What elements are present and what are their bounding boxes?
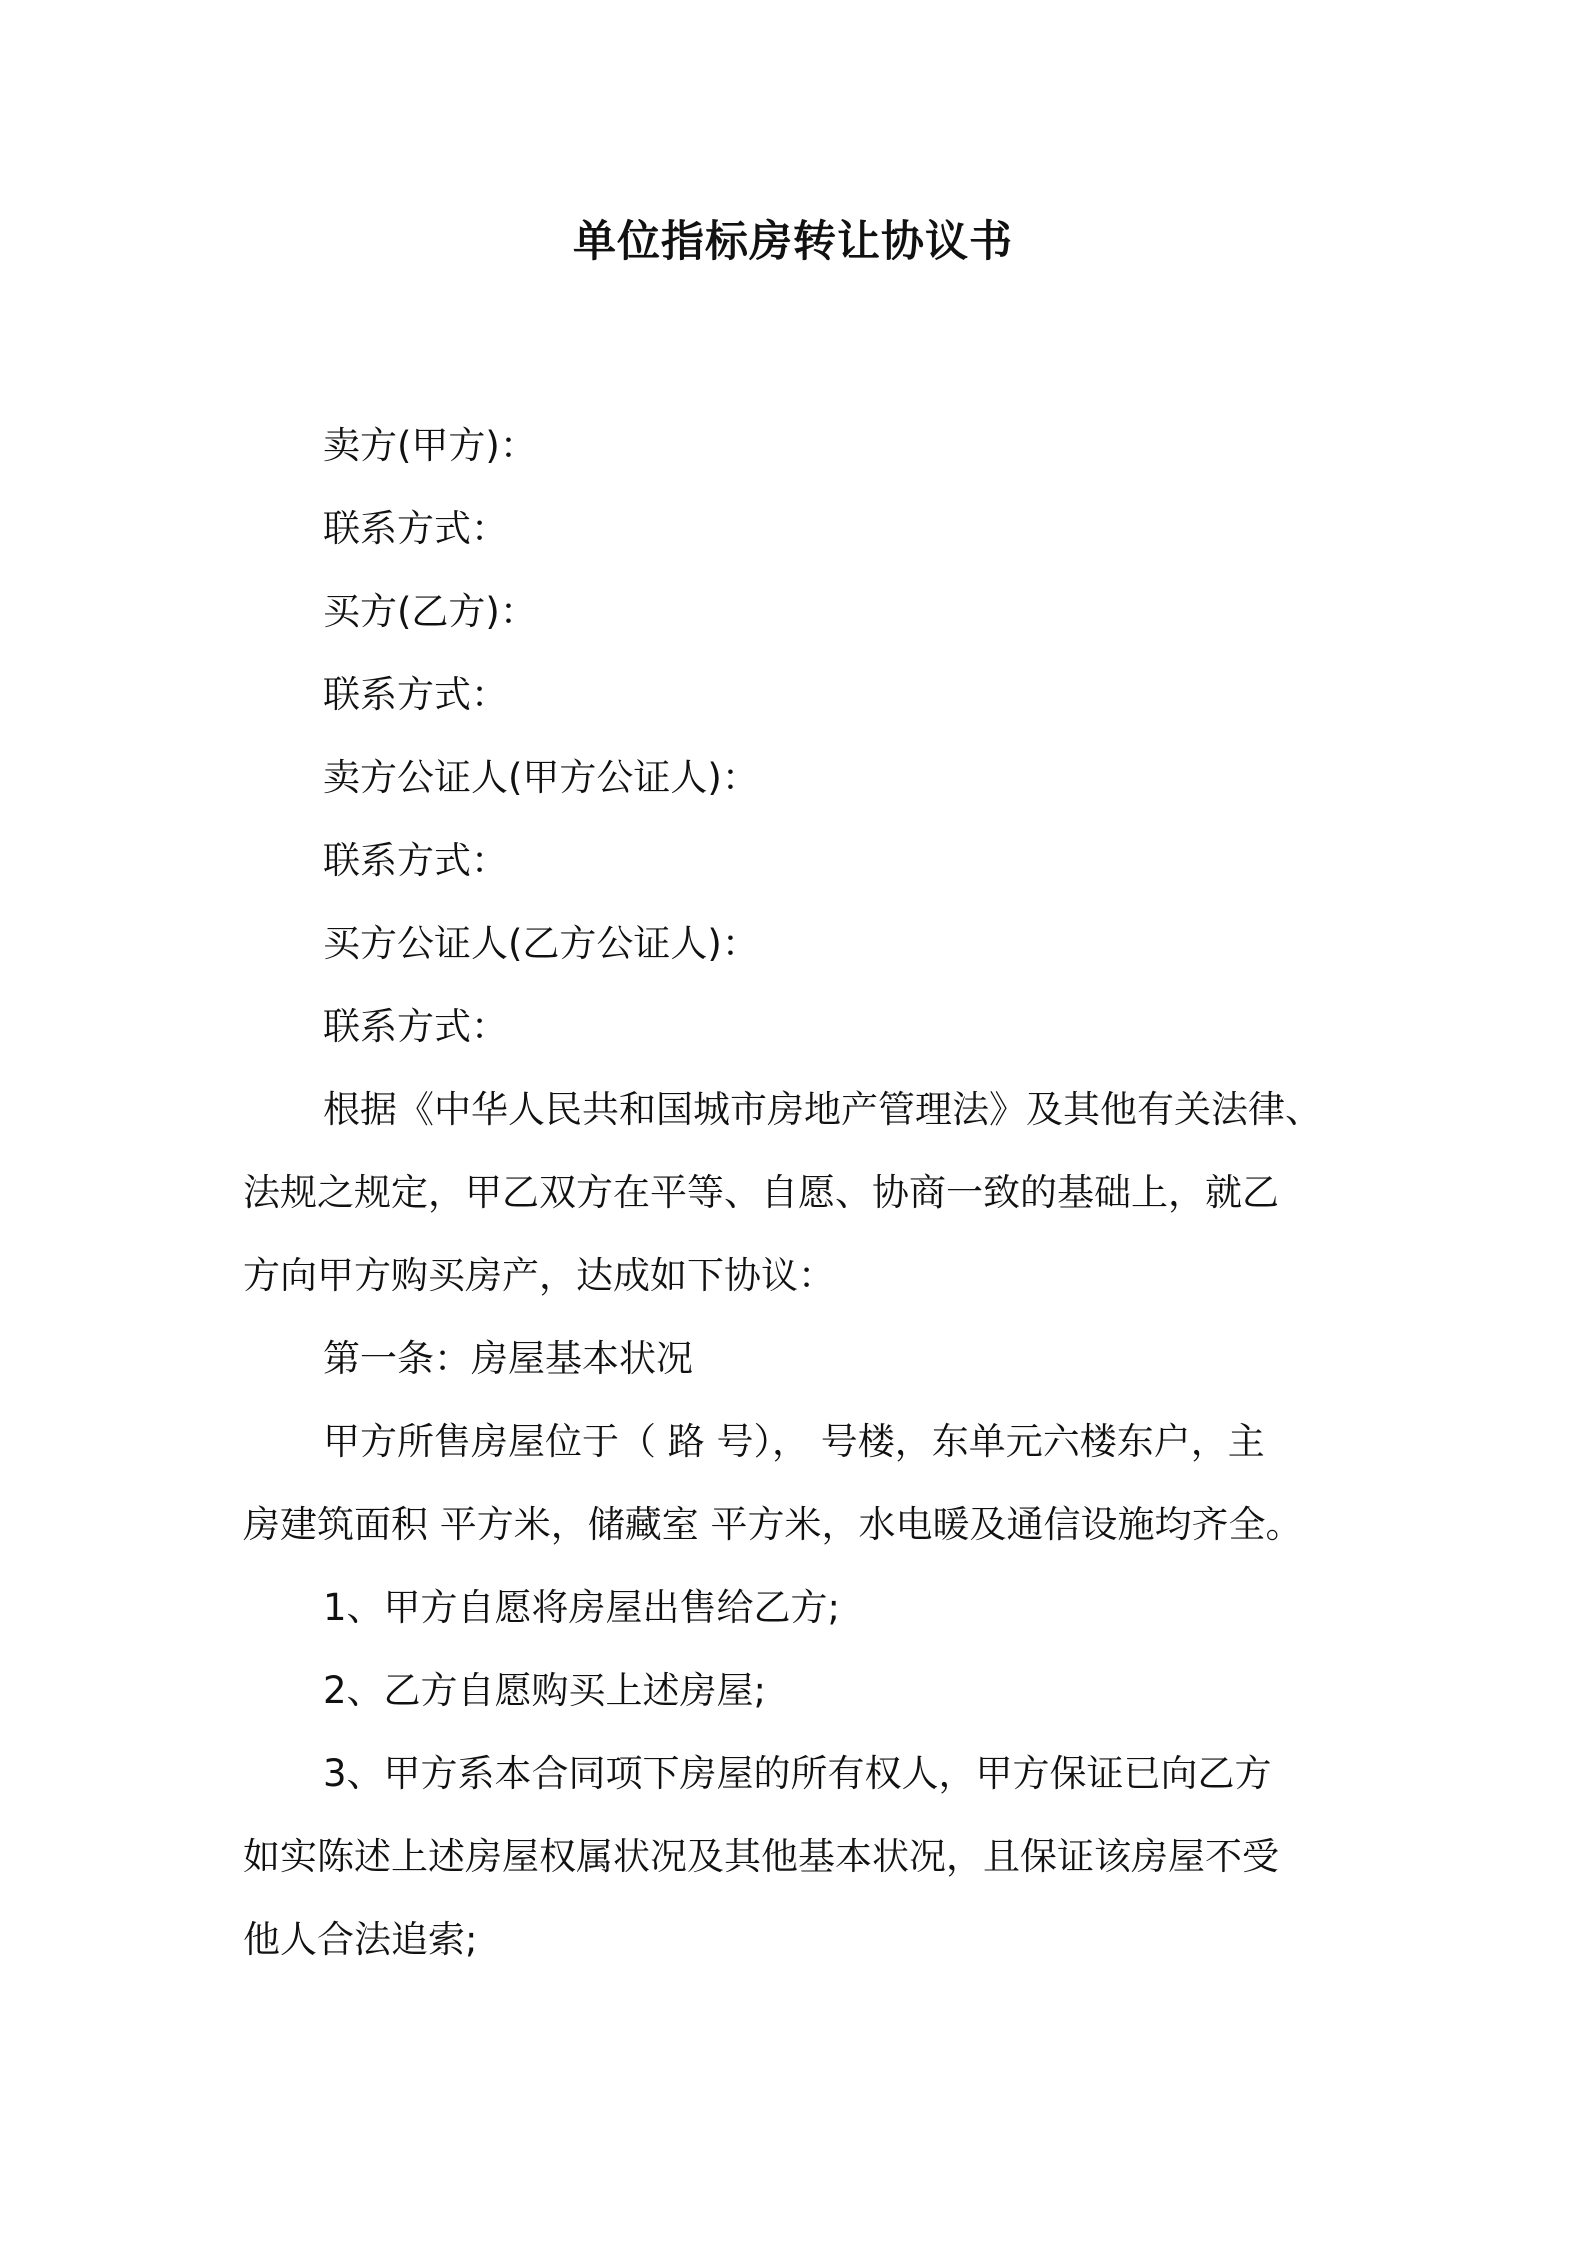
preamble-line: 方向甲方购买房产，达成如下协议： xyxy=(243,1254,835,1297)
preamble-line: 法规之规定，甲乙双方在平等、自愿、协商一致的基础上，就乙 xyxy=(243,1171,1279,1214)
document-title: 单位指标房转让协议书 xyxy=(573,217,1013,267)
preamble-line: 根据《中华人民共和国城市房地产管理法》及其他有关法律、 xyxy=(323,1088,1322,1131)
clause-3-line: 3、甲方系本合同项下房屋的所有权人，甲方保证已向乙方 xyxy=(323,1752,1272,1795)
party-seller: 卖方(甲方)： xyxy=(323,424,537,467)
party-seller-notary-contact: 联系方式： xyxy=(323,839,508,882)
clause-2: 2、乙方自愿购买上述房屋; xyxy=(323,1669,767,1712)
party-buyer-notary: 买方公证人(乙方公证人)： xyxy=(323,922,759,965)
article-1-description-line: 房建筑面积 平方米，储藏室 平方米，水电暖及通信设施均齐全。 xyxy=(243,1503,1303,1546)
clause-3-line: 如实陈述上述房屋权属状况及其他基本状况，且保证该房屋不受 xyxy=(243,1835,1279,1878)
party-buyer-notary-contact: 联系方式： xyxy=(323,1005,508,1048)
party-seller-contact: 联系方式： xyxy=(323,507,508,550)
clause-1: 1、甲方自愿将房屋出售给乙方; xyxy=(323,1586,841,1629)
article-1-heading: 第一条：房屋基本状况 xyxy=(323,1337,693,1380)
clause-3-line: 他人合法追索; xyxy=(243,1918,478,1961)
party-buyer: 买方(乙方)： xyxy=(323,590,537,633)
party-seller-notary: 卖方公证人(甲方公证人)： xyxy=(323,756,759,799)
document-body xyxy=(243,404,1343,1981)
article-1-description-line: 甲方所售房屋位于（ 路 号）， 号楼，东单元六楼东户，主 xyxy=(323,1420,1265,1463)
party-buyer-contact: 联系方式： xyxy=(323,673,508,716)
